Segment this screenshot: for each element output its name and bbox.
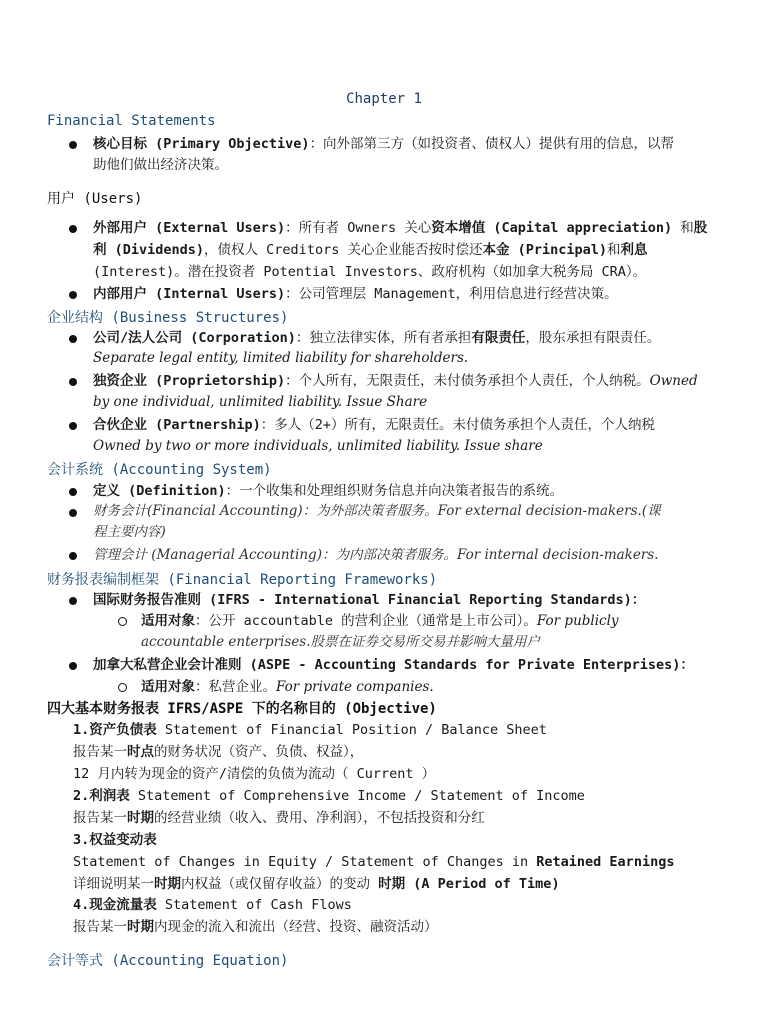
bullet-icon — [69, 225, 77, 233]
bullet-icon — [69, 662, 77, 670]
partnership-line: 合伙企业 (Partnership)：多人（2+）所有，无限责任。未付债务承担个人责任，个人纳税 — [93, 417, 656, 433]
cash-flow-title: 4.现金流量表 Statement of Cash Flows — [73, 897, 352, 913]
section-users-heading: 用户 (Users) — [47, 191, 143, 207]
bullet-icon — [69, 291, 77, 299]
partnership-english: Owned by two or more individuals, unlimited liability. Issue share — [93, 438, 543, 454]
bullet-icon — [69, 141, 77, 149]
circle-bullet-icon — [118, 683, 127, 692]
bullet-icon — [69, 509, 77, 517]
equity-statement-desc: 详细说明某一时期内权益（或仅留存收益）的变动 时期 (A Period of Time) — [73, 876, 560, 892]
proprietorship-line: 独资企业 (Proprietorship)：个人所有，无限责任，未付债务承担个人责任，个人纳税。Owned — [93, 373, 698, 389]
section-financial-statements-heading: Financial Statements — [47, 113, 216, 129]
corporation-line: 公司/法人公司 (Corporation)：独立法律实体，所有者承担有限责任，股东承担有限责任。 — [93, 330, 661, 346]
primary-objective-line: 核心目标 (Primary Objective)：向外部第三方（如投资者、债权人）提供有用的信息，以帮 — [93, 136, 675, 152]
bullet-icon — [69, 378, 77, 386]
section-four-statements-heading: 四大基本财务报表 IFRS/ASPE 下的名称目的 (Objective) — [47, 701, 437, 717]
external-users-line-1: 外部用户 (External Users)：所有者 Owners 关心资本增值 (Capital appreciation) 和股 — [93, 220, 708, 236]
bullet-icon — [69, 488, 77, 496]
bullet-icon — [69, 552, 77, 560]
external-users-line-3: (Interest)。潜在投资者 Potential Investors、政府机构（如加拿大税务局 CRA）。 — [93, 264, 647, 280]
bullet-icon — [69, 335, 77, 343]
primary-objective-line-2: 助他们做出经济决策。 — [93, 157, 228, 173]
internal-users-line: 内部用户 (Internal Users)：公司管理层 Management，利用信息进行经营决策。 — [93, 286, 618, 302]
bullet-icon — [69, 422, 77, 430]
external-users-line-2: 利 (Dividends)，债权人 Creditors 关心企业能否按时偿还本金 (Principal)和利息 — [93, 242, 648, 258]
income-statement-desc: 报告某一时期的经营业绩（收入、费用、净利润），不包括投资和分红 — [73, 810, 485, 826]
aspe-applies-to-line: 适用对象：私营企业。For private companies. — [141, 679, 434, 695]
ifrs-applies-to-line-2: accountable enterprises.股票在证券交易所交易并影响大量用户 — [141, 634, 541, 650]
equity-statement-name: Statement of Changes in Equity / Statement of Changes in Retained Earnings — [73, 854, 675, 870]
ifrs-line: 国际财务报告准则 (IFRS - International Financial Reporting Standards)： — [93, 592, 646, 608]
bullet-icon — [69, 597, 77, 605]
definition-line: 定义 (Definition)：一个收集和处理组织财务信息并向决策者报告的系统。 — [93, 483, 564, 499]
balance-sheet-desc: 报告某一时点的财务状况（资产、负债、权益）， — [73, 744, 364, 760]
balance-sheet-title: 1.资产负债表 Statement of Financial Position / Balance Sheet — [73, 722, 547, 738]
section-business-structures-heading: 企业结构 (Business Structures) — [47, 310, 289, 326]
section-accounting-system-heading: 会计系统 (Accounting System) — [47, 462, 272, 478]
section-frameworks-heading: 财务报表编制框架 (Financial Reporting Frameworks) — [47, 572, 438, 588]
cash-flow-desc: 报告某一时期内现金的流入和流出（经营、投资、融资活动） — [73, 919, 438, 935]
corporation-english: Separate legal entity, limited liability for shareholders. — [93, 350, 469, 366]
circle-bullet-icon — [118, 617, 127, 626]
financial-accounting-line: 财务会计(Financial Accounting)：为外部决策者服务。For external decision-makers.(课 — [93, 503, 661, 519]
section-accounting-equation-heading: 会计等式 (Accounting Equation) — [47, 953, 289, 969]
aspe-line: 加拿大私营企业会计准则 (ASPE - Accounting Standards for Private Enterprises)： — [93, 657, 694, 673]
income-statement-title: 2.利润表 Statement of Comprehensive Income / Statement of Income — [73, 788, 585, 804]
balance-sheet-current-note: 12 月内转为现金的资产/清偿的负债为流动（ Current ） — [73, 766, 436, 782]
chapter-title: Chapter 1 — [346, 91, 422, 107]
financial-accounting-line-2: 程主要内容) — [93, 524, 166, 540]
proprietorship-english: by one individual, unlimited liability. Issue Share — [93, 394, 428, 410]
equity-statement-title: 3.权益变动表 — [73, 832, 157, 848]
managerial-accounting-line: 管理会计 (Managerial Accounting)：为内部决策者服务。For internal decision-makers. — [93, 547, 659, 563]
ifrs-applies-to-line: 适用对象：公开 accountable 的营利企业（通常是上市公司）。For publicly — [141, 613, 619, 629]
